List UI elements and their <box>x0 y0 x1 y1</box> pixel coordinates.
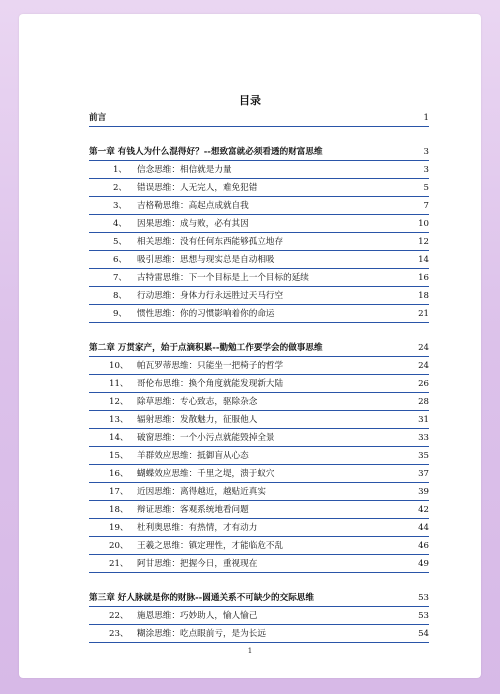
toc-item-number: 11、 <box>109 379 129 389</box>
page-footer-number: 1 <box>247 647 253 655</box>
toc-page-number: 46 <box>418 541 429 551</box>
toc-item[interactable] <box>89 198 429 215</box>
toc-item-label: 惯性思维：你的习惯影响着你的命运 <box>137 309 275 319</box>
toc-page-number: 14 <box>418 255 429 265</box>
toc-item-number: 9、 <box>112 309 127 319</box>
toc-item[interactable] <box>89 448 429 465</box>
toc-item-label: 吸引思维：思想与现实总是自动相吸 <box>137 255 275 265</box>
toc-item-number: 6、 <box>112 255 127 265</box>
toc-item[interactable] <box>89 394 429 411</box>
toc-item-label: 帕瓦罗蒂思维：只能坐一把椅子的哲学 <box>137 361 284 371</box>
toc-item-number: 15、 <box>109 451 129 461</box>
toc-item-label: 糊涂思维：吃点眼前亏，是为长远 <box>137 629 266 639</box>
toc-item-number: 12、 <box>109 397 129 407</box>
toc-item[interactable] <box>89 412 429 429</box>
toc-item-number: 1、 <box>112 165 127 175</box>
toc-item[interactable] <box>89 288 429 305</box>
toc-item-number: 13、 <box>109 415 129 425</box>
toc-page-number: 16 <box>418 273 429 283</box>
toc-item-label: 哥伦布思维：换个角度就能发现新大陆 <box>137 379 284 389</box>
toc-page-number: 39 <box>418 487 429 497</box>
toc-chapter-3[interactable] <box>89 590 429 607</box>
toc-item[interactable] <box>89 216 429 233</box>
toc-page-number: 5 <box>423 183 429 193</box>
toc-item-label: 行动思维：身体力行永远胜过天马行空 <box>137 291 284 301</box>
toc-item-label: 羊群效应思维：抵御盲从心态 <box>137 451 249 461</box>
toc-item-label: 施恩思维：巧妙助人，愉人愉己 <box>137 611 258 621</box>
toc-item[interactable] <box>89 252 429 269</box>
toc-item[interactable] <box>89 626 429 643</box>
toc-item[interactable] <box>89 376 429 393</box>
toc-page-number: 10 <box>418 219 429 229</box>
toc-item-label: 因果思维：成与败，必有其因 <box>137 219 249 229</box>
toc-item[interactable] <box>89 538 429 555</box>
page-title: 目录 <box>239 94 261 107</box>
toc-item-label: 错误思维：人无完人，难免犯错 <box>137 183 258 193</box>
toc-item-number: 22、 <box>109 611 129 621</box>
toc-preface[interactable] <box>89 110 429 127</box>
toc-item-label: 吉格勒思维：高起点成就自我 <box>137 201 249 211</box>
toc-page-number: 18 <box>418 291 429 301</box>
toc-item-label: 杜利奥思维：有热情，才有动力 <box>137 523 258 533</box>
toc-item[interactable] <box>89 180 429 197</box>
toc-page-number: 21 <box>418 309 429 319</box>
toc-item[interactable] <box>89 466 429 483</box>
toc-page-number: 12 <box>418 237 429 247</box>
toc-item-number: 19、 <box>109 523 129 533</box>
toc-item[interactable] <box>89 520 429 537</box>
toc-page-number: 42 <box>418 505 429 515</box>
toc-item-number: 4、 <box>112 219 127 229</box>
toc-item-number: 8、 <box>112 291 127 301</box>
toc-item-label: 相关思维：没有任何东西能够孤立地存 <box>137 237 284 247</box>
toc-page-number: 53 <box>418 611 429 621</box>
toc-item-number: 21、 <box>109 559 129 569</box>
toc-chapter-label: 第二章 万贯家产，始于点滴积累--勤勉工作要学会的做事思维 <box>89 343 323 353</box>
toc-page-number: 24 <box>418 343 429 353</box>
toc-page-number: 24 <box>418 361 429 371</box>
toc-item-number: 20、 <box>109 541 129 551</box>
toc-page-number: 53 <box>418 593 429 603</box>
toc-item[interactable] <box>89 556 429 573</box>
toc-page-number: 49 <box>418 559 429 569</box>
toc-item[interactable] <box>89 306 429 323</box>
toc-item-number: 16、 <box>109 469 129 479</box>
toc-item-label: 辐射思维：发散魅力，征服他人 <box>137 415 258 425</box>
toc-item-number: 18、 <box>109 505 129 515</box>
toc-chapter-2[interactable] <box>89 340 429 357</box>
toc-page-number: 35 <box>418 451 429 461</box>
toc-item-label: 辩证思维：客观系统地看问题 <box>137 505 249 515</box>
toc-item-number: 3、 <box>112 201 127 211</box>
toc-item-number: 7、 <box>112 273 127 283</box>
toc-item-label: 近因思维：离得越近，越贴近真实 <box>137 487 266 497</box>
toc-item-label: 蝴蝶效应思维：千里之堤，溃于蚁穴 <box>137 469 275 479</box>
toc-entry-label: 前言 <box>89 113 107 123</box>
toc-item-number: 14、 <box>109 433 129 443</box>
toc-item-number: 23、 <box>109 629 129 639</box>
toc-page-number: 44 <box>418 523 429 533</box>
toc-item[interactable] <box>89 162 429 179</box>
document-page <box>19 14 481 678</box>
toc-item[interactable] <box>89 608 429 625</box>
toc-item[interactable] <box>89 234 429 251</box>
toc-page-number: 54 <box>418 629 429 639</box>
toc-page-number: 3 <box>423 147 429 157</box>
toc-item-label: 王羲之思维：镇定理性，才能临危不乱 <box>137 541 284 551</box>
toc-item-number: 5、 <box>112 237 127 247</box>
toc-chapter-label: 第三章 好人脉就是你的财脉--圆通关系不可缺少的交际思维 <box>89 593 314 603</box>
toc-item-label: 古特雷思维：下一个目标是上一个目标的延续 <box>137 273 309 283</box>
toc-page-number: 28 <box>418 397 429 407</box>
toc-item-number: 2、 <box>112 183 127 193</box>
toc-page-number: 26 <box>418 379 429 389</box>
toc-page-number: 37 <box>418 469 429 479</box>
toc-item[interactable] <box>89 502 429 519</box>
toc-page-number: 31 <box>418 415 429 425</box>
toc-item-label: 破窗思维：一个小污点就能毁掉全景 <box>137 433 275 443</box>
toc-item-number: 17、 <box>109 487 129 497</box>
toc-chapter-1[interactable] <box>89 144 429 161</box>
toc-page-number: 7 <box>423 201 429 211</box>
toc-page-number: 1 <box>423 113 429 123</box>
toc-item-label: 信念思维：相信就是力量 <box>137 165 232 175</box>
toc-item-label: 除草思维：专心致志，驱除杂念 <box>137 397 258 407</box>
toc-item[interactable] <box>89 358 429 375</box>
toc-item-label: 阿甘思维：把握今日，重视现在 <box>137 559 258 569</box>
toc-chapter-label: 第一章 有钱人为什么混得好？--想致富就必须看透的财富思维 <box>89 147 323 157</box>
toc-item[interactable] <box>89 430 429 447</box>
toc-item[interactable] <box>89 270 429 287</box>
toc-item-number: 10、 <box>109 361 129 371</box>
toc-page-number: 33 <box>418 433 429 443</box>
toc-page-number: 3 <box>423 165 429 175</box>
toc-item[interactable] <box>89 484 429 501</box>
